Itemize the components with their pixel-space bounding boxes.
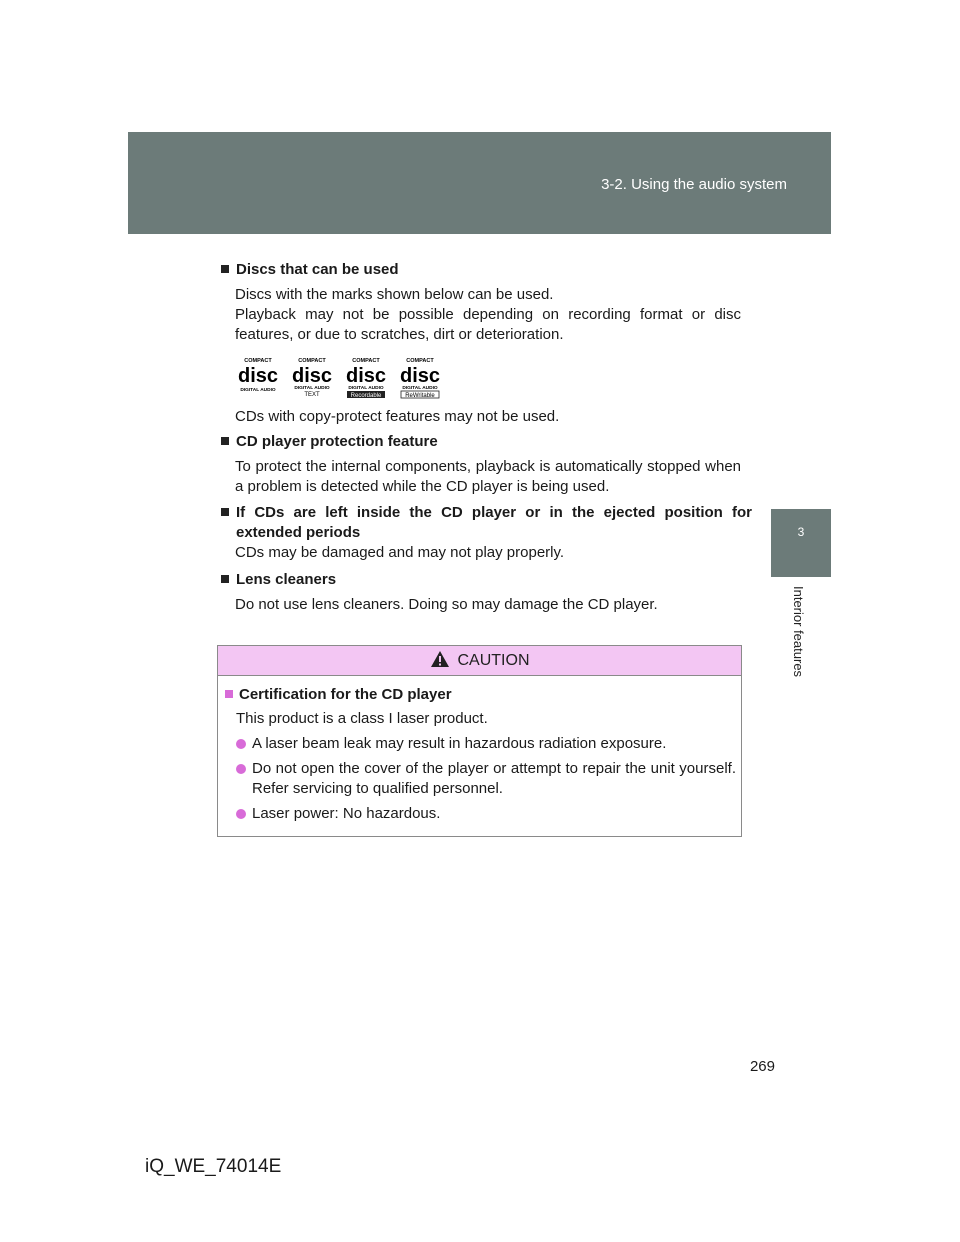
section-heading: Lens cleaners xyxy=(221,569,336,590)
svg-text:COMPACT: COMPACT xyxy=(244,358,272,364)
paragraph: Do not use lens cleaners. Doing so may damage the CD player. xyxy=(235,596,658,613)
square-bullet-icon xyxy=(221,575,229,583)
square-bullet-icon xyxy=(221,437,229,445)
paragraph: Discs with the marks shown below can be used. xyxy=(235,286,554,303)
section-heading: CD player protection feature xyxy=(221,431,438,452)
svg-text:COMPACT: COMPACT xyxy=(298,358,326,364)
section-heading: Discs that can be used xyxy=(221,259,399,280)
header-band xyxy=(128,132,831,234)
paragraph: CDs with copy-protect features may not be used. xyxy=(235,408,560,425)
paragraph: To protect the internal components, playback is automatically stopped when a problem is detected while the CD player is being used. xyxy=(235,458,741,495)
svg-text:disc: disc xyxy=(291,365,333,387)
document-code: iQ_WE_74014E xyxy=(145,1156,282,1177)
caution-title: CAUTION xyxy=(457,652,530,669)
caution-paragraph: This product is a class I laser product. xyxy=(236,710,488,727)
warning-triangle-icon xyxy=(430,650,450,668)
paragraph: Playback may not be possible depending on recording format or disc features, or due to scratches, dirt or deterioration. xyxy=(235,306,741,343)
svg-text:COMPACT: COMPACT xyxy=(352,358,380,364)
paragraph: CDs may be damaged and may not play properly. xyxy=(235,544,565,561)
svg-text:COMPACT: COMPACT xyxy=(406,358,434,364)
compact-disc-rewritable-logo xyxy=(397,355,443,399)
section-heading: If CDs are left inside the CD player or in the ejected position for extended periods xyxy=(221,503,752,543)
square-bullet-icon xyxy=(221,508,229,516)
compact-disc-text-logo xyxy=(289,355,335,399)
svg-text:disc: disc xyxy=(399,365,441,387)
svg-text:disc: disc xyxy=(237,365,279,387)
compact-disc-logo xyxy=(235,355,281,399)
chapter-tab xyxy=(771,509,831,577)
section-title: 3-2. Using the audio system xyxy=(601,176,787,193)
caution-bullet: Do not open the cover of the player or attempt to repair the unit yourself. Refer servicing to qualified personnel. xyxy=(236,759,736,799)
caution-bullet: Laser power: No hazardous. xyxy=(236,804,736,824)
svg-text:DIGITAL AUDIO: DIGITAL AUDIO xyxy=(348,386,384,391)
svg-text:DIGITAL AUDIO: DIGITAL AUDIO xyxy=(240,388,276,393)
bullet-dot-icon xyxy=(236,809,246,819)
svg-text:disc: disc xyxy=(345,365,387,387)
svg-text:TEXT: TEXT xyxy=(304,392,320,398)
svg-text:ReWritable: ReWritable xyxy=(405,393,435,399)
square-bullet-icon xyxy=(221,265,229,273)
svg-text:DIGITAL AUDIO: DIGITAL AUDIO xyxy=(294,386,330,391)
compact-disc-recordable-logo xyxy=(343,355,389,399)
caution-header xyxy=(218,646,741,676)
chapter-number: 3 xyxy=(797,525,805,539)
svg-text:Recordable: Recordable xyxy=(350,393,382,399)
caution-box xyxy=(217,645,742,837)
page-number: 269 xyxy=(749,1058,775,1075)
caution-bullet: A laser beam leak may result in hazardous radiation exposure. xyxy=(236,734,736,754)
svg-text:DIGITAL AUDIO: DIGITAL AUDIO xyxy=(402,386,438,391)
caution-heading: Certification for the CD player xyxy=(225,686,452,703)
bullet-dot-icon xyxy=(236,739,246,749)
bullet-dot-icon xyxy=(236,764,246,774)
square-bullet-icon xyxy=(225,690,233,698)
chapter-label: Interior features xyxy=(791,586,806,678)
